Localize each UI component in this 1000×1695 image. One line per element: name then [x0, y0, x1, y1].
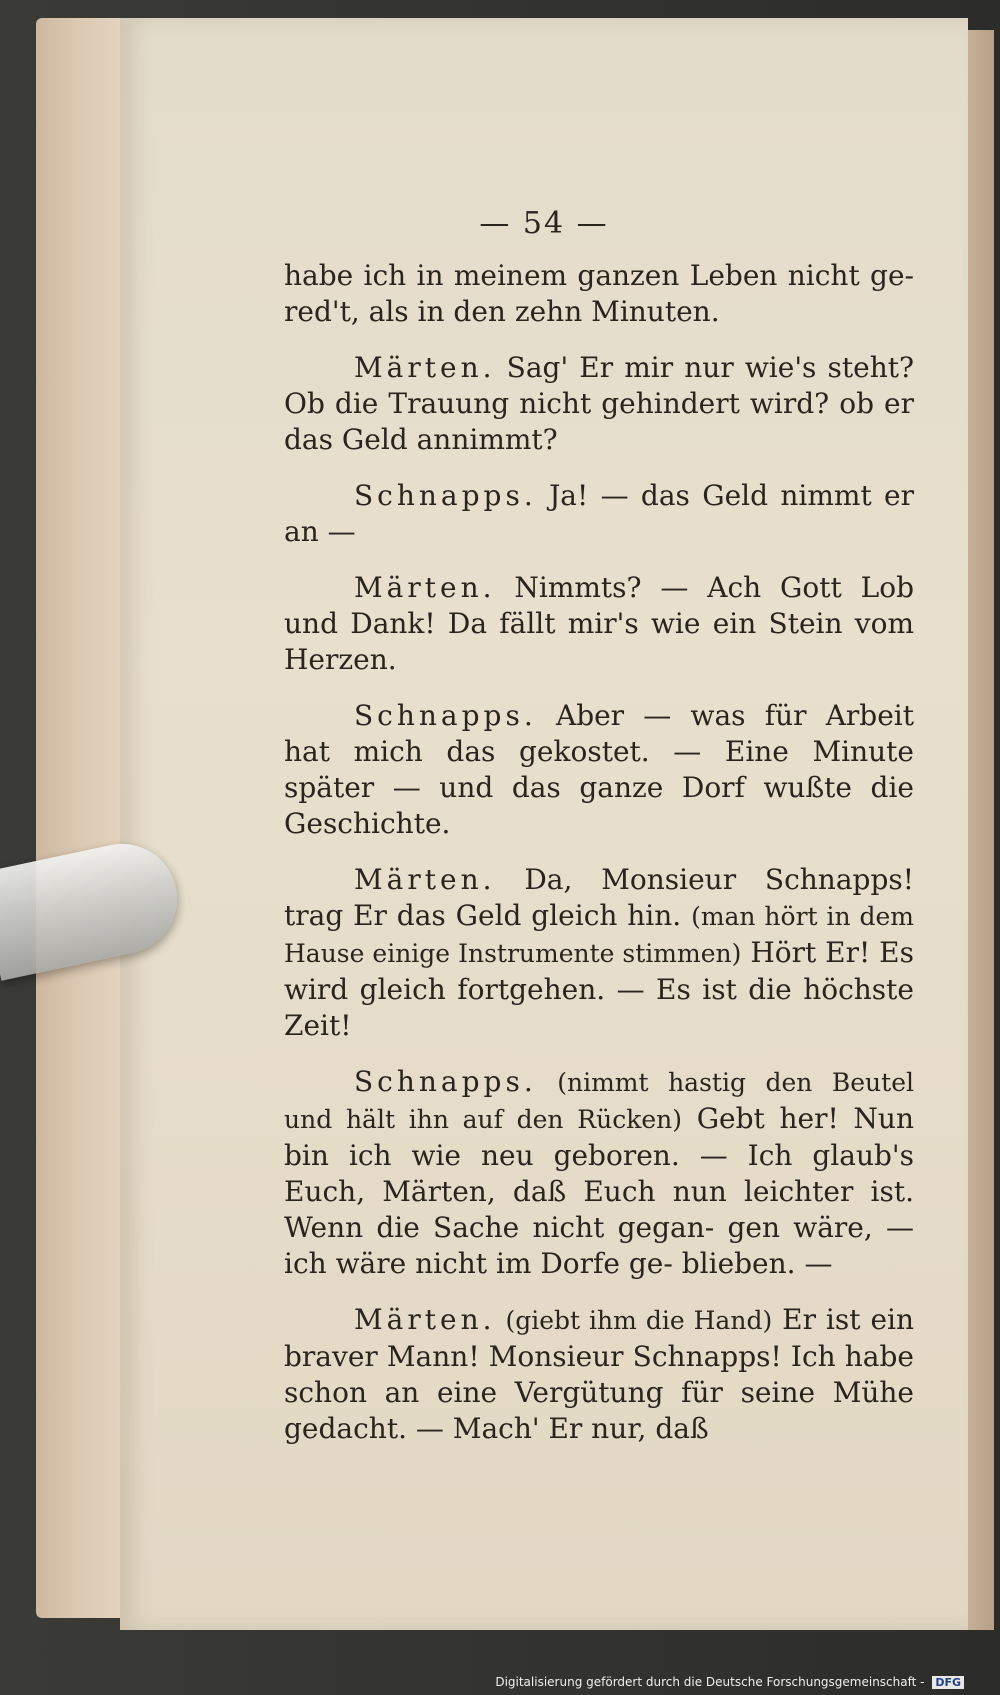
- paragraph-text: Aber — was für Arbeit hat mich das gekostet. — Eine Minute später — und das ganze Dorf wußte die Geschichte.: [284, 699, 914, 840]
- page-number: — 54 —: [479, 206, 609, 241]
- paragraph-0: [284, 258, 914, 330]
- paragraph-text: habe ich in meinem ganzen Leben nicht ge- red't, als in den zehn Minuten.: [284, 259, 914, 328]
- stage-direction: (man hört in dem Hause einige Instrumente stimmen): [284, 902, 914, 968]
- paragraph-1: [284, 350, 914, 458]
- digitization-credit: [495, 1675, 964, 1689]
- paragraph-text: Nimmts? — Ach Gott Lob und Dank! Da fällt mir's wie ein Stein vom Herzen.: [284, 571, 914, 676]
- dfg-logo: DFG: [932, 1676, 964, 1689]
- paragraph-4: [284, 698, 914, 842]
- paragraph-5: [284, 862, 914, 1044]
- paragraph-text: Gebt her! Nun bin ich wie neu geboren. — Ich glaub's Euch, Märten, daß Euch nun leichter ist. Wenn die Sache nicht gegan- gen wäre, — ich wäre nicht im Dorfe ge- blieben. —: [284, 1102, 914, 1280]
- stage-direction: (nimmt hastig den Beutel und hält ihn auf den Rücken): [284, 1068, 914, 1134]
- paragraph-text: Ja! — das Geld nimmt er an —: [284, 479, 914, 548]
- speaker-name: Märten.: [354, 571, 496, 604]
- paragraph-6: [284, 1064, 914, 1282]
- credit-text: Digitalisierung gefördert durch die Deutsche Forschungsgemeinschaft -: [495, 1675, 925, 1689]
- paragraph-text: Hört Er! Es wird gleich fortgehen. — Es ist die höchste Zeit!: [284, 936, 914, 1042]
- page-text: [284, 258, 914, 1467]
- paragraph-text: Da, Monsieur Schnapps! trag Er das Geld gleich hin.: [284, 863, 914, 932]
- speaker-name: Märten.: [354, 351, 496, 384]
- speaker-name: Schnapps.: [354, 479, 537, 512]
- stage-direction: (giebt ihm die Hand): [505, 1306, 773, 1335]
- speaker-name: Märten.: [354, 1303, 496, 1336]
- speaker-name: Schnapps.: [354, 699, 537, 732]
- paragraph-3: [284, 570, 914, 678]
- paragraph-text: Sag' Er mir nur wie's steht? Ob die Trauung nicht gehindert wird? ob er das Geld annimmt?: [284, 351, 914, 456]
- speaker-name: Märten.: [354, 863, 496, 896]
- speaker-name: Schnapps.: [354, 1065, 537, 1098]
- paragraph-2: [284, 478, 914, 550]
- paragraph-text: Er ist ein braver Mann! Monsieur Schnapps! Ich habe schon an eine Vergütung für seine Mühe gedacht. — Mach' Er nur, daß: [284, 1303, 915, 1445]
- paragraph-7: [284, 1302, 914, 1447]
